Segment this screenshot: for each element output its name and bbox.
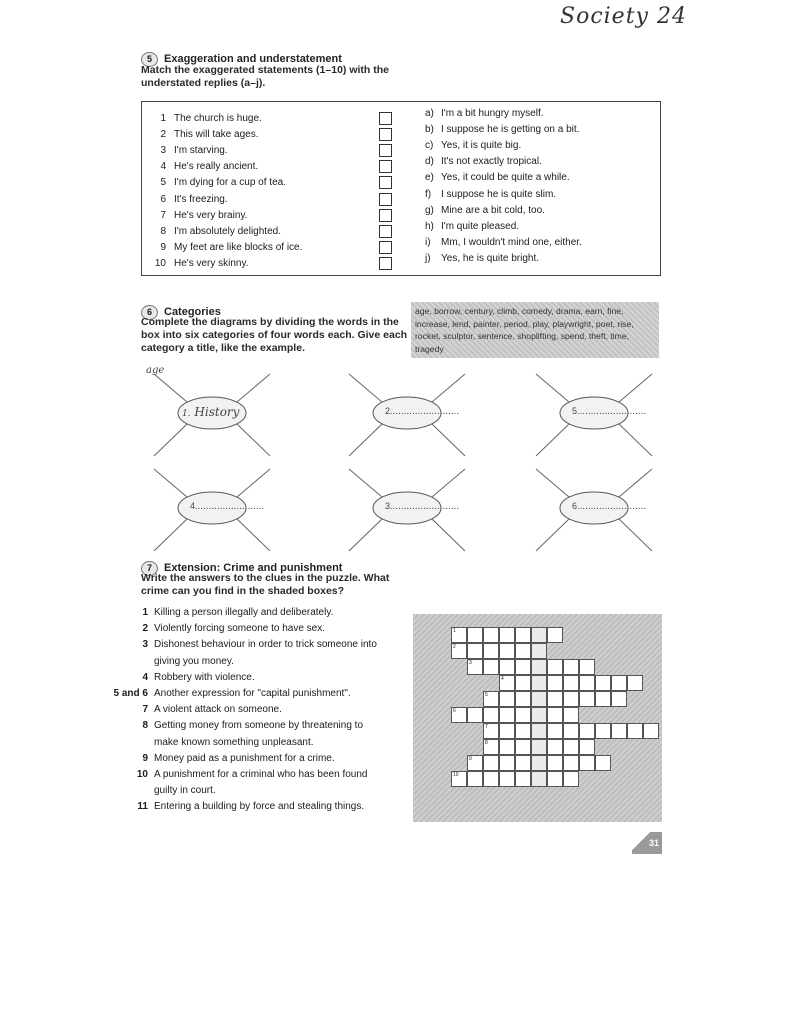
- crossword-cell[interactable]: [499, 739, 515, 755]
- ex6-instruction-line-3: category a title, like the example.: [141, 342, 305, 354]
- ex6-instruction-line-2: box into six categories of four words each. Give each: [141, 329, 408, 341]
- list-item: 9 Money paid as a punishment for a crime.: [142, 752, 335, 764]
- list-item: 5 I'm dying for a cup of tea.: [148, 175, 392, 191]
- crossword-cell[interactable]: [563, 739, 579, 755]
- ex7-instructions: [141, 572, 389, 598]
- list-item: 9 My feet are like blocks of ice.: [148, 240, 392, 256]
- crossword-cell[interactable]: [531, 643, 547, 659]
- ex5-title: Exaggeration and understatement: [164, 53, 342, 65]
- crossword-cell[interactable]: [531, 723, 547, 739]
- category-diagram: [327, 360, 487, 470]
- list-item: 5 and 6 Another expression for "capital punishment".: [113, 688, 351, 700]
- list-item: f) I suppose he is quite slim.: [425, 188, 557, 200]
- list-item: e) Yes, it could be quite a while.: [425, 172, 570, 184]
- crossword-cell[interactable]: [547, 739, 563, 755]
- crossword-cell[interactable]: [611, 691, 627, 707]
- crossword-cell[interactable]: [499, 771, 515, 787]
- diagram-title: 1. History: [182, 405, 240, 419]
- crossword-cell[interactable]: [563, 707, 579, 723]
- crossword-cell[interactable]: [499, 675, 515, 691]
- list-item: c) Yes, it is quite big.: [425, 139, 522, 151]
- category-diagram: [132, 455, 292, 565]
- answer-box[interactable]: [379, 176, 392, 189]
- word-box: age, borrow, century, climb, comedy, drama, earn, fine, increase, lend, painter, period, play, playwright, poet, rise, rocket, sculptor, sentence, shoplifting, spend, theft, time, tragedy: [411, 302, 659, 358]
- crossword-cell[interactable]: [579, 691, 595, 707]
- diagram-title[interactable]: 3.........................: [385, 501, 460, 512]
- crossword-cell[interactable]: [563, 691, 579, 707]
- crossword-cell[interactable]: [499, 755, 515, 771]
- crossword-cell[interactable]: [515, 771, 531, 787]
- list-item: 2 Violently forcing someone to have sex.: [142, 623, 326, 635]
- list-item: 7 He's very brainy.: [148, 207, 392, 223]
- crossword-cell[interactable]: [579, 755, 595, 771]
- crossword-cell[interactable]: [451, 627, 467, 643]
- ex6-number: 6: [141, 305, 158, 320]
- crossword-cell[interactable]: [579, 675, 595, 691]
- crossword-cell[interactable]: [531, 627, 547, 643]
- ex7-number: 7: [141, 561, 158, 576]
- crossword-cell[interactable]: [515, 739, 531, 755]
- list-item: 3 Dishonest behaviour in order to trick someone into giving you money.: [142, 639, 377, 667]
- crossword-cell[interactable]: [563, 755, 579, 771]
- crossword-cell[interactable]: [579, 659, 595, 675]
- crossword-cell[interactable]: [499, 643, 515, 659]
- crossword-clue-number: 5: [485, 692, 488, 698]
- ex5-instruction-line-2: understated replies (a–j).: [141, 77, 266, 89]
- crossword-cell[interactable]: [483, 643, 499, 659]
- crossword-cell[interactable]: [483, 723, 499, 739]
- crossword-cell[interactable]: [451, 643, 467, 659]
- crossword-cell[interactable]: [531, 771, 547, 787]
- crossword-cell[interactable]: [547, 659, 563, 675]
- crossword-cell[interactable]: [467, 643, 483, 659]
- crossword-cell[interactable]: [515, 707, 531, 723]
- diagram-title[interactable]: 2.........................: [385, 406, 460, 417]
- crossword-cell[interactable]: [547, 771, 563, 787]
- list-item: 1 Killing a person illegally and deliberately.: [142, 607, 334, 618]
- crossword-cell[interactable]: [595, 723, 611, 739]
- answer-box[interactable]: [379, 193, 392, 206]
- list-item: 2 This will take ages.: [148, 126, 392, 142]
- crossword-clue-number: 6: [453, 708, 456, 714]
- crossword-cell[interactable]: [515, 723, 531, 739]
- category-diagram: [514, 455, 674, 565]
- crossword-cell[interactable]: [579, 739, 595, 755]
- crossword-cell[interactable]: [547, 627, 563, 643]
- answer-box[interactable]: [379, 209, 392, 222]
- crossword-cell[interactable]: [515, 755, 531, 771]
- crossword-cell[interactable]: [483, 691, 499, 707]
- crossword-cell[interactable]: [531, 691, 547, 707]
- list-item: a) I'm a bit hungry myself.: [425, 107, 544, 119]
- list-item: 8 Getting money from someone by threatening to make known something unpleasant.: [142, 720, 364, 748]
- crossword-cell[interactable]: [595, 691, 611, 707]
- crossword-cell[interactable]: [547, 691, 563, 707]
- crossword-cell[interactable]: [531, 707, 547, 723]
- list-item: 10 A punishment for a criminal who has been found guilty in court.: [136, 769, 368, 797]
- crossword-cell[interactable]: [483, 659, 499, 675]
- crossword-clue-number: 3: [469, 660, 472, 666]
- ex5-replies-list: [425, 105, 582, 267]
- list-item: g) Mine are a bit cold, too.: [425, 204, 545, 216]
- page-number: 31: [632, 832, 662, 854]
- crossword-cell[interactable]: [531, 659, 547, 675]
- list-item: b) I suppose he is getting on a bit.: [425, 123, 580, 135]
- ex7-instruction-line-2: crime can you find in the shaded boxes?: [141, 585, 345, 597]
- crossword-cell[interactable]: [451, 707, 467, 723]
- list-item: 4 Robbery with violence.: [142, 671, 255, 683]
- ex7-instruction-line-1: Write the answers to the clues in the puzzle. What: [141, 572, 390, 584]
- diagram-title[interactable]: 5.........................: [572, 406, 647, 417]
- crossword-cell[interactable]: [499, 659, 515, 675]
- crossword-clue-number: 4: [501, 676, 504, 682]
- ex5-matching-box: [141, 101, 661, 276]
- category-diagram: [132, 360, 292, 470]
- category-diagram: [514, 360, 674, 470]
- crossword-cell[interactable]: [515, 659, 531, 675]
- crossword-cell[interactable]: [563, 771, 579, 787]
- crossword-cell[interactable]: [483, 627, 499, 643]
- list-item: 6 It's freezing.: [148, 191, 392, 207]
- answer-box[interactable]: [379, 144, 392, 157]
- crossword-cell[interactable]: [499, 707, 515, 723]
- crossword-cell[interactable]: [627, 723, 643, 739]
- ex6-instructions: [141, 316, 407, 355]
- crossword-cell[interactable]: [595, 755, 611, 771]
- crossword-cell[interactable]: [451, 771, 467, 787]
- crossword-clue-number: 9: [469, 756, 472, 762]
- category-diagram: [327, 455, 487, 565]
- example-word: age: [146, 365, 165, 376]
- crossword-clue-number: 7: [485, 724, 488, 730]
- crossword-cell[interactable]: [515, 675, 531, 691]
- crossword-cell[interactable]: [643, 723, 659, 739]
- crossword-cell[interactable]: [547, 707, 563, 723]
- ex7-clues-list: [113, 605, 384, 816]
- crossword-cell[interactable]: [547, 723, 563, 739]
- list-item: h) I'm quite pleased.: [425, 220, 520, 232]
- crossword-cell[interactable]: [499, 627, 515, 643]
- ex5-instruction-line-1: Match the exaggerated statements (1–10) with the: [141, 64, 389, 76]
- answer-box[interactable]: [379, 112, 392, 125]
- ex6-instruction-line-1: Complete the diagrams by dividing the words in the: [141, 316, 399, 328]
- crossword-cell[interactable]: [483, 755, 499, 771]
- answer-box[interactable]: [379, 225, 392, 238]
- ex5-number: 5: [141, 52, 158, 67]
- crossword-cell[interactable]: [467, 755, 483, 771]
- answer-box[interactable]: [379, 160, 392, 173]
- crossword-cell[interactable]: [483, 707, 499, 723]
- list-item: d) It's not exactly tropical.: [425, 156, 542, 168]
- ex7-title: Extension: Crime and punishment: [164, 562, 343, 574]
- crossword-cell[interactable]: [531, 755, 547, 771]
- crossword-cell[interactable]: [595, 675, 611, 691]
- crossword-cell[interactable]: [515, 691, 531, 707]
- crossword-cell[interactable]: [627, 675, 643, 691]
- crossword-cell[interactable]: [611, 675, 627, 691]
- crossword-clue-number: 1: [453, 628, 456, 634]
- page-header-title: Society 24: [560, 4, 687, 29]
- crossword-cell[interactable]: [467, 707, 483, 723]
- crossword-cell[interactable]: [467, 771, 483, 787]
- crossword-cell[interactable]: [563, 723, 579, 739]
- list-item: 8 I'm absolutely delighted.: [148, 223, 392, 239]
- crossword-cell[interactable]: [611, 723, 627, 739]
- list-item: j) Yes, he is quite bright.: [425, 253, 540, 265]
- list-item: 3 I'm starving.: [148, 142, 392, 158]
- crossword-clue-number: 8: [485, 740, 488, 746]
- list-item: 1 The church is huge.: [148, 110, 392, 126]
- diagram-title[interactable]: 6.........................: [572, 501, 647, 512]
- crossword-cell[interactable]: [531, 675, 547, 691]
- answer-box[interactable]: [379, 241, 392, 254]
- list-item: 7 A violent attack on someone.: [142, 704, 282, 716]
- crossword-cell[interactable]: [499, 691, 515, 707]
- crossword-cell[interactable]: [467, 627, 483, 643]
- list-item: i) Mm, I wouldn't mind one, either.: [425, 237, 582, 249]
- list-item: 4 He's really ancient.: [148, 159, 392, 175]
- ex6-title: Categories: [164, 306, 221, 318]
- list-item: 10 He's very skinny.: [148, 256, 392, 272]
- answer-box[interactable]: [379, 257, 392, 270]
- crossword-cell[interactable]: [467, 659, 483, 675]
- crossword-cell[interactable]: [531, 739, 547, 755]
- ex5-instructions: [141, 64, 389, 90]
- answer-box[interactable]: [379, 128, 392, 141]
- crossword-cell[interactable]: [563, 659, 579, 675]
- crossword-cell[interactable]: [515, 643, 531, 659]
- crossword-cell[interactable]: [515, 627, 531, 643]
- diagram-title[interactable]: 4.........................: [190, 501, 265, 512]
- crossword-clue-number: 10: [453, 772, 459, 778]
- list-item: 11 Entering a building by force and stealing things.: [137, 801, 365, 813]
- crossword-cell[interactable]: [483, 739, 499, 755]
- ex5-statements-list: [148, 110, 392, 272]
- crossword-cell[interactable]: [579, 723, 595, 739]
- crossword-cell[interactable]: [547, 755, 563, 771]
- crossword-puzzle: [413, 614, 662, 822]
- crossword-cell[interactable]: [547, 675, 563, 691]
- crossword-clue-number: 2: [453, 644, 456, 650]
- crossword-cell[interactable]: [483, 771, 499, 787]
- crossword-cell[interactable]: [499, 723, 515, 739]
- crossword-cell[interactable]: [563, 675, 579, 691]
